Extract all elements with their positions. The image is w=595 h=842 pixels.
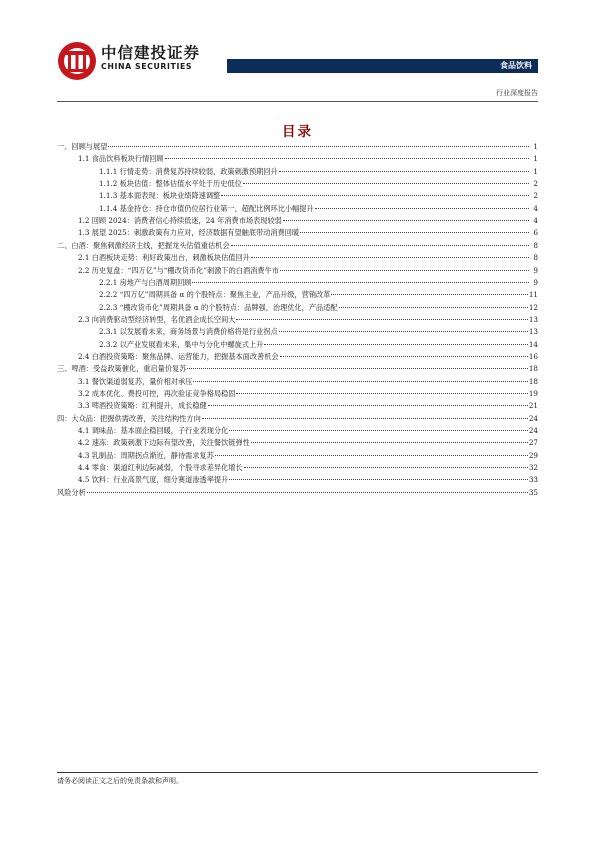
toc-leader-dots: [231, 245, 529, 246]
toc-entry-text: 3.3 啤酒投资策略：红利提升，成长稳健: [78, 401, 207, 411]
toc-entry[interactable]: [57, 413, 538, 425]
toc-entry-text: 2.2.2 “四万亿”周期具备 α 的个股特点：聚焦主业，产品升级，营销改革: [99, 290, 331, 300]
toc-entry[interactable]: [57, 425, 538, 437]
toc-entry-text: 1.1.3 基本面表现：板块业绩降速调整: [99, 191, 221, 201]
toc-entry-page: 13: [528, 314, 538, 324]
toc-leader-dots: [215, 455, 528, 456]
report-type: 行业深度报告: [496, 89, 538, 97]
brand-name-en: CHINA SECURITIES: [101, 62, 193, 71]
toc-entry-page: 19: [528, 389, 538, 398]
toc-entry-page: 2: [533, 191, 538, 201]
toc-entry-text: 3.2 成本优化、费投可控，再次验证竞争格局稳固: [78, 389, 236, 398]
page-header: [0, 0, 595, 100]
toc-leader-dots: [187, 368, 527, 369]
toc-entry[interactable]: [57, 474, 538, 486]
toc-leader-dots: [202, 418, 528, 419]
toc-entry-text: 2.2 历史复盘：“四万亿”与“棚改货币化”刺激下的白酒消费牛市: [78, 265, 279, 275]
toc-leader-dots: [236, 319, 527, 320]
toc-leader-dots: [221, 195, 529, 196]
sector-bar: [227, 59, 538, 73]
toc-entry-page: 4: [533, 216, 538, 226]
toc-leader-dots: [208, 405, 528, 406]
toc-entry-text: 4.4 零食：渠道红利边际减弱，个股寻求差异化增长: [78, 463, 243, 473]
footer-disclaimer: 请务必阅读正文之后的免责条款和声明。: [57, 777, 183, 785]
toc-leader-dots: [280, 356, 528, 357]
toc-leader-dots: [165, 158, 529, 159]
toc-entry-text: 二、白酒：聚焦刺激经济主线，把握龙头估值重估机会: [57, 240, 230, 250]
toc-leader-dots: [339, 307, 528, 308]
toc-leader-dots: [264, 344, 528, 345]
toc-entry-page: 6: [533, 228, 538, 238]
toc-entry-text: 2.2.1 房地产与白酒周期回顾: [99, 277, 192, 287]
footer-divider: [57, 772, 538, 773]
toc-entry-text: 4.3 乳制品：周期拐点渐近，静待需求复苏: [78, 450, 214, 460]
toc-entry[interactable]: [57, 141, 538, 153]
toc-leader-dots: [300, 232, 529, 233]
toc-entry-text: 4.1 调味品：基本面企稳回暖，子行业表现分化: [78, 426, 229, 436]
toc-leader-dots: [87, 492, 528, 493]
toc-entry-text: 2.3.2 以产业发展看未来，集中与分化中螺旋式上升: [99, 339, 264, 349]
toc-entry[interactable]: [57, 302, 538, 314]
toc-leader-dots: [192, 282, 529, 283]
toc-entry-page: 24: [528, 426, 538, 436]
china-securities-logo-icon: [57, 41, 97, 81]
toc-entry-text: 一、回顾与展望: [57, 142, 108, 151]
toc-leader-dots: [236, 393, 527, 394]
toc-entry-page: 14: [528, 339, 538, 349]
toc-entry-page: 27: [528, 438, 538, 448]
toc-leader-dots: [315, 208, 529, 209]
toc-entry-text: 2.3 向消费驱动型经济转型，名优酒企成长空间大: [78, 314, 236, 324]
toc-entry[interactable]: [57, 314, 538, 326]
toc-leader-dots: [331, 294, 527, 295]
toc-entry-text: 1.1.4 基金持仓：持仓市值仍位居行业第一，超配比例环比小幅提升: [99, 203, 314, 213]
toc-entry[interactable]: [57, 351, 538, 363]
toc-entry-text: 2.2.3 “棚改货币化”周期具备 α 的个股特点：品牌强，治理优化，产品适配: [99, 302, 338, 312]
toc-entry-page: 16: [528, 351, 538, 361]
toc-entry[interactable]: [57, 203, 538, 215]
toc-leader-dots: [251, 257, 529, 258]
toc-entry[interactable]: [57, 166, 538, 178]
toc-entry-page: 1: [533, 154, 538, 164]
toc-entry-page: 32: [528, 463, 538, 473]
toc-leader-dots: [251, 442, 528, 443]
toc-entry-page: 35: [528, 487, 538, 497]
toc-leader-dots: [243, 183, 529, 184]
toc-entry[interactable]: [57, 190, 538, 202]
toc-entry[interactable]: [57, 400, 538, 412]
toc-entry-page: 4: [533, 203, 538, 213]
toc-entry-page: 33: [528, 475, 538, 485]
toc-entry-text: 2.1 白酒板块走势：利好政策出台，刺激板块估值回升: [78, 253, 250, 263]
toc-entry[interactable]: [57, 437, 538, 449]
toc-leader-dots: [279, 171, 529, 172]
toc-entry-page: 29: [528, 450, 538, 460]
toc-entry-text: 1.2 回顾 2024：消费者信心持续低迷，24 年消费市场表现较弱: [78, 216, 282, 226]
toc-entry-page: 18: [528, 364, 538, 374]
toc-leader-dots: [108, 146, 529, 147]
toc-entry[interactable]: [57, 277, 538, 289]
toc-entry-text: 四：大众品：把握供需改善，关注结构性方向: [57, 413, 201, 423]
toc-entry-page: 8: [533, 240, 538, 250]
toc-entry-text: 2.4 白酒投资策略：聚焦品牌、运营能力，把握基本面改善机会: [78, 351, 279, 361]
toc-entry-page: 8: [533, 253, 538, 263]
toc-entry[interactable]: [57, 240, 538, 252]
toc-leader-dots: [229, 479, 528, 480]
toc-entry-text: 4.2 速冻：政策刺激下边际有望改善，关注餐饮链弹性: [78, 438, 250, 448]
toc-leader-dots: [193, 381, 528, 382]
toc-entry[interactable]: [57, 215, 538, 227]
toc-leader-dots: [279, 331, 528, 332]
toc-entry-page: 1: [533, 142, 538, 151]
toc-leader-dots: [280, 270, 529, 271]
toc-entry[interactable]: [57, 363, 538, 375]
toc-entry-text: 3.1 餐饮渠道弱复苏，量价相对承压: [78, 376, 193, 386]
toc-entry[interactable]: [57, 178, 538, 190]
toc-leader-dots: [244, 467, 528, 468]
toc-entry-page: 12: [528, 302, 538, 312]
toc-entry[interactable]: [57, 153, 538, 165]
toc-entry-text: 三、啤酒：受益政策催化，重启量价复苏: [57, 364, 187, 374]
toc-entry[interactable]: [57, 227, 538, 239]
toc-leader-dots: [283, 220, 529, 221]
toc-entry-page: 24: [528, 413, 538, 423]
toc-entry[interactable]: [57, 339, 538, 351]
toc-entry-page: 11: [528, 290, 538, 300]
toc-entry[interactable]: [57, 462, 538, 474]
toc-entry-text: 1.1 食品饮料板块行情回顾: [78, 154, 164, 164]
toc-entry[interactable]: [57, 376, 538, 388]
toc-entry-page: 13: [528, 327, 538, 337]
toc-entry-page: 2: [533, 179, 538, 189]
toc-entry-page: 9: [533, 277, 538, 287]
toc-entry[interactable]: [57, 265, 538, 277]
sector-label: 食品饮料: [500, 61, 532, 70]
toc-entry-page: 21: [528, 401, 538, 411]
toc-entry[interactable]: [57, 252, 538, 264]
toc-entry[interactable]: [57, 326, 538, 338]
toc-entry-page: 1: [533, 166, 538, 176]
brand-name-cn: 中信建投证券: [101, 44, 201, 62]
toc-title: 目录: [282, 124, 313, 140]
toc-entry[interactable]: [57, 289, 538, 301]
toc-entry-text: 4.5 饮料：行业高景气度，细分赛道渗透率提升: [78, 475, 229, 485]
toc-entry-page: 9: [533, 265, 538, 275]
toc-entry-text: 风险分析: [57, 487, 86, 497]
toc-entry[interactable]: [57, 487, 538, 499]
toc-entry-text: 1.1.1 行情走势：消费复苏持续较弱，政策刺激预期回升: [99, 166, 278, 176]
toc-leader-dots: [229, 430, 528, 431]
toc-entry[interactable]: [57, 450, 538, 462]
toc-entry-text: 1.3 展望 2025：刺激政策有力应对，经济数据有望触底带动消费回暖: [78, 228, 300, 238]
toc-entry[interactable]: [57, 388, 538, 400]
toc-entry-text: 1.1.2 板块估值：整体估值水平处于历史低位: [99, 179, 242, 189]
toc-entry-text: 2.3.1 以发展看未来，商务场景与消费价格将是行业拐点: [99, 327, 278, 337]
header-divider: [57, 101, 538, 102]
toc-entry-page: 18: [528, 376, 538, 386]
